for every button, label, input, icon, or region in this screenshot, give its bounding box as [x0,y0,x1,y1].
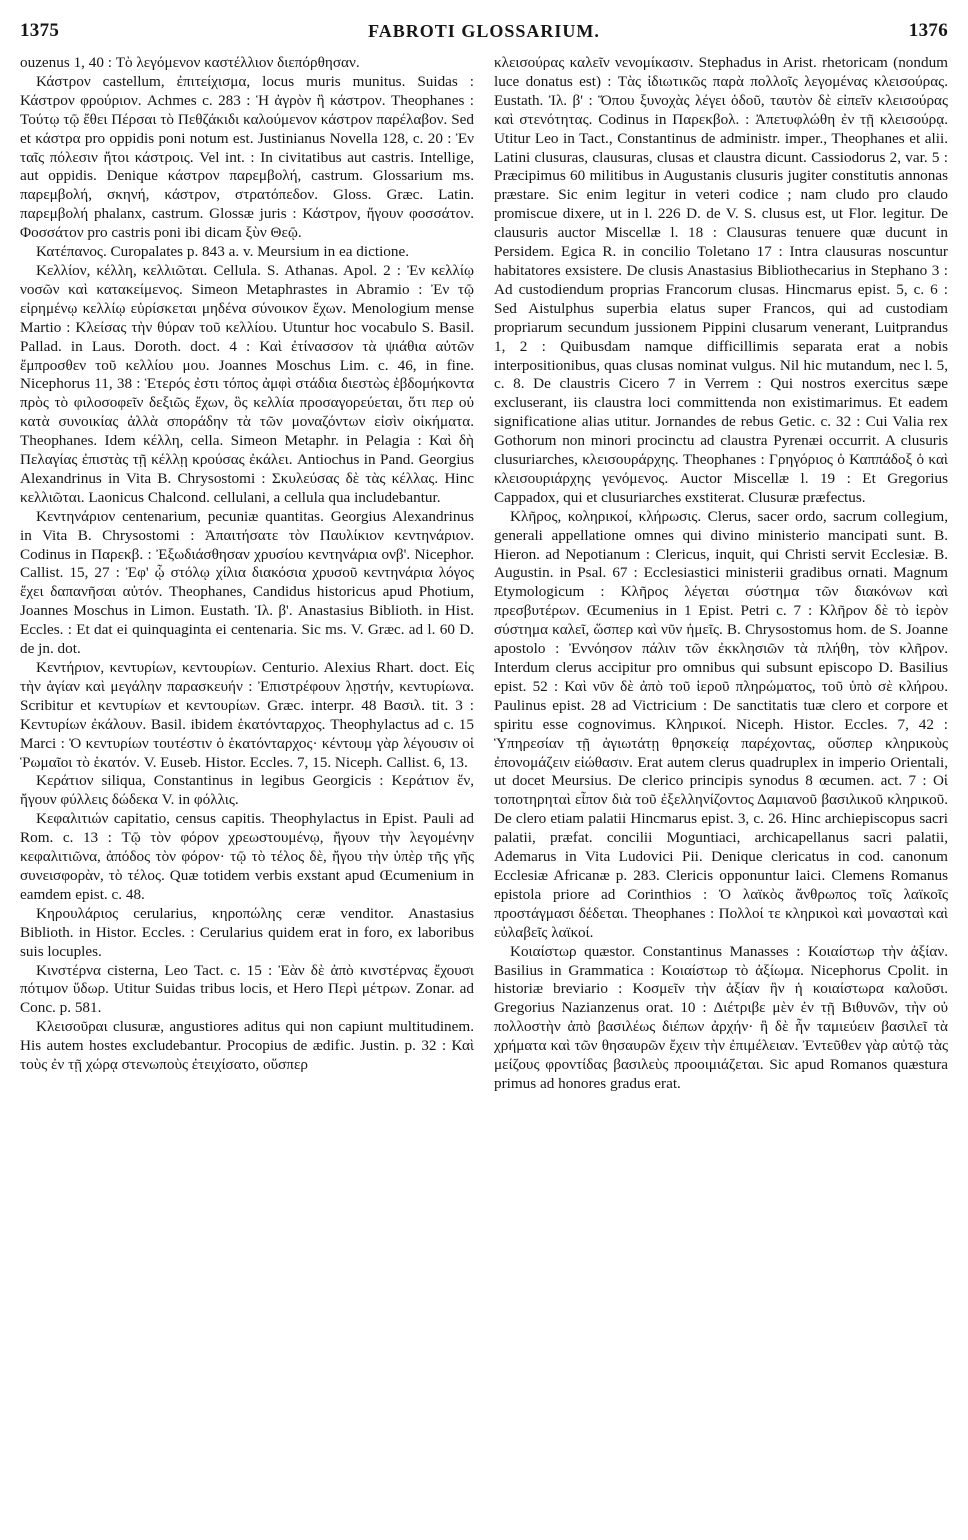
glossary-entry: Κελλίον, κέλλη, κελλιῶται. Cellula. S. Athanas. Apol. 2 : Ἐν κελλίῳ νοσῶν καὶ κατακείμενος. Simeon Metaphrastes in Abramio : Ἐν τῷ εἰρημένῳ κελλίῳ εὑρίσκεται μηδένα σύνοικον ἔχων. Menologium mense Martio : Κλείσας τὴν θύραν τοῦ κελλίου. Utuntur hoc vocabulo S. Basil. Pallad. in Laus. Doroth. doct. 4 : Καὶ ἐτίνασσον τὰ ψιάθια αὐτῶν ἔμπροσθεν τοῦ κελλίου μου. Joannes Moschus Lim. c. 46, in fine. Nicephorus 11, 38 : Ἑτερός ἐστι τόπος ἀμφὶ στάδια διεστὼς ἑβδομήκοντα πρὸς τὸ φιλοσοφεῖν δεξιῶς ἔχων, ὃς κελλία προσαγορεύεται, ὅτι περ οὐ κατὰ συνοικίας ἀλλὰ σποράδην τὰ τῶν μοναζόντων εἰσὶν οἰκήματα. Theophanes. Idem κέλλη, cella. Simeon Metaphr. in Pelagia : Καὶ δὴ Πελαγίας ἐπιστὰς τῇ κέλλῃ κρούσας ἐκάλει. Antiochus in Pand. Georgius Alexandrinus in Vita B. Chrysostomi : Σκυλεύσας δὲ τὰς κέλλας. Hinc κελλιῶται. Laonicus Chalcond. cellulani, a cellula qua includebantur. [20,261,474,506]
glossary-entry: Κοιαίστωρ quæstor. Constantinus Manasses : Κοιαίστωρ τὴν ἀξίαν. Basilius in Grammatica : Κοιαίστωρ τὸ ἀξίωμα. Nicephorus Cpolit. in historiæ breviario : Κοσμεῖν τὴν ἀξίαν ἣν ἡ κοιαίστωρα καλοῦσι. Gregorius Nazianzenus orat. 10 : Διέτριβε μὲν ἐν τῇ Βιθυνῶν, τὴν οὐ πολλοστὴν ἀπὸ βασιλέως διέπων ἀρχήν· ἣ δὲ ἦν ταμιεύειν βασιλεῖ τὰ χρήματα καὶ τῶν θησαυρῶν ἔχειν τὴν ἐπιμέλειαν. Ἐντεῦθεν γὰρ αὐτῷ τὰς μείζους φροντίδας βασιλεὺς προοιμιάζεται. Sic apud Romanos quæstura primus ad honores gradus erat. [494,942,948,1092]
right-page-number: 1376 [908,20,948,41]
glossary-entry: Κεντήριον, κεντυρίων, κεντουρίων. Centurio. Alexius Rhart. doct. Εἰς τὴν ἁγίαν καὶ μεγάλην παρασκευήν : Ἐπιστρέφουν λῃστήν, κεντυρίωνα. Scribitur et κεντυρίων et κεντουρίων. Græc. interpr. 48 Βασιλ. tit. 3 : Κεντυρίων ἐκάλουν. Basil. ibidem ἑκατόνταρχος. Theophylactus ad c. 15 Marci : Ὁ κεντυρίων τουτέστιν ὁ ἑκατόνταρχος· κέντουμ γὰρ λέγουσιν οἱ Ῥωμαῖοι τὸ ἑκατόν. V. Euseb. Histor. Eccles. 7, 15. Niceph. Callist. 6, 13. [20,659,474,771]
glossary-entry: Κατέπανος. Curopalates p. 843 a. v. Meursium in ea dictione. [36,243,410,261]
text-columns [20,54,948,1094]
glossary-entry: Κλῆρος, κοληρικοί, κλήρωσις. Clerus, sacer ordo, sacrum collegium, generali appellatione omnes qui divino ministerio mancipati sunt. B. Hieron. ad Nepotianum : Clericus, inquit, qui Christi servit Ecclesiæ. B. Augustin. in Psal. 67 : Ecclesiastici ministerii gradibus ornati. Magnum Etymologicum : Κλῆρος λέγεται σύστημα τῶν διακόνων καὶ πρεσβυτέρων. Œcumenius in 1 Epist. Petri c. 7 : Κλῆρον δὲ τὸ ἱερὸν σύστημα καλεῖ, ὥσπερ καὶ νῦν ἡμεῖς. B. Chrysostomus hom. de S. Joanne apostolo : Ἐννόησον πάλιν τῶν ἐκκλησιῶν τὰ πλήθη, τὸν κλῆρον. Interdum clerus accipitur pro omnibus qui subsunt episcopo D. Basilius epist. 52 : Καὶ νῦν δὲ ἀπὸ τοῦ ἱεροῦ πληρώματος, τοῦ ὑπὸ σὲ κλήρου. Paulinus epist. 28 ad Victricium : De sanctitatis tuæ clero et corpore et spiritu esse cognovimus. Κληρικοί. Niceph. Histor. Eccles. 7, 42 : Ὑπηρεσίαν τῇ ἁγιωτάτῃ θρησκείᾳ παρέχοντας, οὕσπερ κληρικοὺς ἐπονομάζειν εἰώθασιν. Erat autem clerus quadruplex in imperio Orientali, ut docet Meursius. De clerico principis synodus 8 œcumen. act. 7 : Οἱ τοποτηρηταὶ εἶπον διὰ τοῦ ἐξελληνίζοντος Δαμιανοῦ βασιλικοῦ κληρικοῦ. De clero etiam palatii Hincmarus epist. 3, c. 26. Hinc archiepiscopus sacri palatii, præfat. concilii Moguntiaci, archicapellanus sacri palatii, Ademarus in Vita Ludovici Pii. Denique clericatus in cod. canonum Ecclesiæ Africanæ p. 283. Clericis opponuntur laici. Clemens Romanus epistola priore ad Corinthios : Ὁ λαϊκὸς ἄνθρωπος τοῖς λαϊκοῖς προστάγμασι δέδεται. Theophanes : Πολλοί τε κληρικοὶ καὶ μονασταὶ καὶ εὐλαβεῖς λαϊκοί. [494,507,948,941]
glossary-entry: Κεφαλιτιών capitatio, census capitis. Theophylactus in Epist. Pauli ad Rom. c. 13 : Τῷ τὸν φόρον χρεωστουμένῳ, ἤγουν τὴν λεγομένην κεφαλιτιῶνα, ἀπόδος τὸν φόρον· τῷ τὸ τέλος δὲ, ἤγου τὴν ὑπὲρ τῆς γῆς συνεισφορὰν, τὸ τέλος. Quæ totidem verbis exstant apud Œcumenium in eamdem epist. c. 48. [20,810,474,903]
glossary-entry: Κάστρον castellum, ἐπιτείχισμα, locus muris munitus. Suidas : Κάστρον φρούριον. Achmes c. 283 : Ἡ ἀγρὸν ἢ κάστρον. Theophanes : Τούτῳ τῷ ἔθει Πέρσαι τὸ Πεθζάκιδι καλούμενον κάστρον παρέλαβον. Sed et κάστρα pro oppidis poni notum est. Justinianus Novella 128, c. 20 : Ἐν ταῖς πόλεσιν ἤτοι κάστροις. Vel int. : In civitatibus aut castris. Intellige, aut oppidis. Denique κάστρον παρεμβολή, castrum. Glossarium ms. παρεμβολή, σκηνή, κάστρον, στρατόπεδον. Gloss. Græc. Latin. παρεμβολή phalanx, castrum. Glossæ juris : Κάστρον, ἤγουν φοσσάτον. Φοσσάτον pro castris poni ibi dicam ξὺν Θεῷ. [20,72,474,242]
glossary-entry: Κινστέρνα cisterna, Leo Tact. c. 15 : Ἐὰν δὲ ἀπὸ κινστέρνας ἔχουσι πότιμον ὕδωρ. Utitur Suidas tribus locis, et Hero Περὶ μέτρων. Zonar. ad Conc. p. 581. [20,961,474,1017]
glossary-entry: Κεράτιον siliqua, Constantinus in legibus Georgicis : Κεράτιον ἕν, ἤγουν φύλλεις δώδεκα V. in φόλλις. [20,772,474,809]
page-header [20,14,948,48]
left-page-number: 1375 [20,20,60,41]
glossary-entry: κλεισούρας καλεῖν νενομίκασιν. Stephadus in Arist. rhetoricam (nondum luce donatus est) : Τὰς ἰδιωτικῶς παρὰ πολλοῖς λεγομένας κλεισούρας. Eustath. Ἰλ. β' : Ὅπου ξυνοχὰς λέγει ὁδοῦ, ταυτὸν δὲ εἰπεῖν κλεισούρας καὶ στενότητας. Codinus in Παρεκβολ. : Ἀπετυφλώθη ἐν τῇ κλεισούρᾳ. Utitur Leo in Tact., Constantinus de administr. imper., Theophanes et alii. Latini clusuras, clausuras, clusas et claustra dicunt. Cassiodorus 2, var. 5 : Præcipimus 60 militibus in Augustanis clusuris jugiter constitutis annonas præstare. Sic enim legitur in veteri codice ; nam cludo pro claudo promiscue dixere, ut in l. 226 D. de V. S. clusus est, ut Flor. legitur. De clausuris auctor Miscellæ l. 18 : Clausuras tenuere quæ ducunt in Persidem. Egica R. in concilio Toletano 17 : Intra clausuras noscuntur habitatores exsistere. De clusis Anastasius Bibliothecarius in Stephano 3 : Ad custodiendum proprias Francorum clusas. Hincmarus epist. 5, c. 6 : Sed Aistulphus superbia elatus super Francos, qui ad custodiam propriarum secundum jussionem Pippini clusarum venerant, Luitprandus 1, 2 : Quibusdam namque difficillimis separata erat a nobis interpositionibus, quas clusas nominat vulgus. Nil hic mutandum, nec l. 5, c. 8. De claustris Cicero 7 in Verrem : Qui nostros exercitus sæpe excluserant, iis claustra loci committenda non existimarimus. Et eadem significatione alias utitur. Jornandes de rebus Getic. c. 32 : Cui Valia rex Gothorum non minori procinctu ad claustra Pyrenæi occurrit. A clusuris clusuriarches, κλεισουράρχης. Theophanes : Γρηγόριος ὁ Καππάδοξ ὁ καὶ κλεισουριάρχης γενόμενος. Auctor Miscellæ l. 19 : Et Gregorius Cappadox, qui et clusuriarches exstiterat. Clusuræ præfectus. [494,54,948,506]
glossary-entry: Κλεισοῦραι clusuræ, angustiores aditus qui non capiunt multitudinem. His autem hostes excludebantur. Procopius de ædific. Justin. p. 32 : Καὶ τοὺς ἐν τῇ χώρᾳ στενωποὺς ἐτειχίσατο, οὕσπερ [20,1018,474,1074]
right-column [494,54,948,1094]
running-title: FABROTI GLOSSARIUM. [368,20,600,41]
glossary-entry: ouzenus 1, 40 : Τὸ λεγόμενον καστέλλιον διεπόρθησαν. [20,54,360,71]
glossary-entry: Κεντηνάριον centenarium, pecuniæ quantitas. Georgius Alexandrinus in Vita B. Chrysostomi : Ἀπαιτήσατε τὸν Παυλίκιον κεντηνάριον. Codinus in Παρεκβ. : Ἐξωδιάσθησαν χρυσίου κεντηνάρια ονβ'. Nicephor. Callist. 15, 27 : Ἐφ' ᾧ στόλῳ χίλια διακόσια χρυσοῦ κεντηνάρια λόγος ἔχει δαπανῆσαι αὐτόν. Theophanes, Candidus historicus apud Photium, Joannes Moschus in Limon. Eustath. Ἰλ. β'. Anastasius Biblioth. in Hist. Eccles. : Et dat ei quinquaginta ei centenaria. Sic ms. V. Græc. ad l. 60 D. de jn. dot. [20,507,474,658]
glossary-entry: Κηρουλάριος cerularius, κηροπώλης ceræ venditor. Anastasius Biblioth. in Histor. Eccles. : Cerularius quidem erat in foro, ex laboribus suis locuples. [20,904,474,960]
left-column [20,54,474,1094]
